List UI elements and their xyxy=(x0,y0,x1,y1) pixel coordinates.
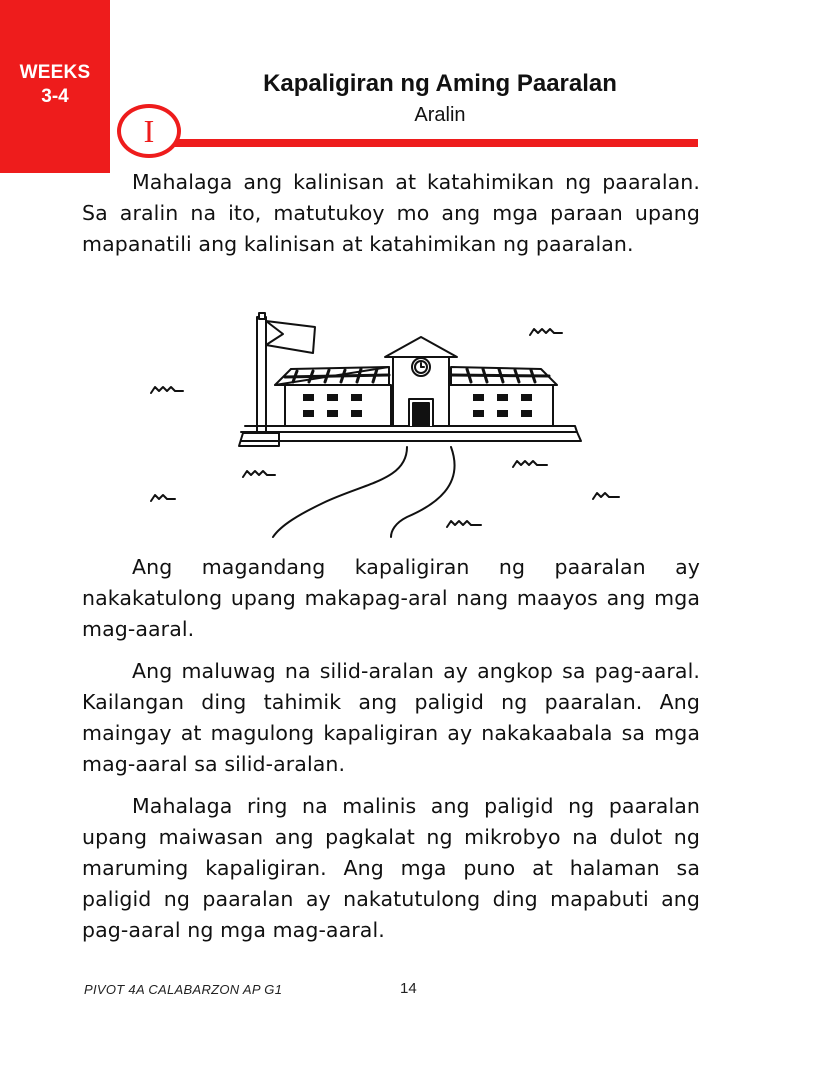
school-building-icon xyxy=(145,305,645,545)
paragraph-intro: Mahalaga ang kalinisan at katahimikan ng paaralan. Sa aralin na ito, matutukoy mo ang mga paraan upang mapanatili ang kalinisan at katahimikan ng paaralan. xyxy=(82,170,700,256)
page-title: Kapaligiran ng Aming Paaralan xyxy=(263,70,617,97)
page-number: 14 xyxy=(400,980,417,997)
weeks-tab xyxy=(0,0,110,173)
page-subtitle: Aralin xyxy=(414,104,466,126)
title-underline-bar xyxy=(170,139,698,147)
paragraph-classroom: Ang maluwag na silid-aralan ay angkop sa pag-aaral. Kailangan ding tahimik ang paligid ng paaralan. Ang maingay at magulong kapaligiran ay nakakaabala sa mga mag-aaral sa silid-aralan. xyxy=(82,659,700,776)
paragraph-environment: Ang magandang kapaligiran ng paaralan ay nakakatulong upang makapag-aral nang maayos ang mga mag-aaral. xyxy=(82,555,700,641)
footer-source: PIVOT 4A CALABARZON AP G1 xyxy=(84,982,283,997)
section-marker xyxy=(117,104,181,158)
weeks-range: 3-4 xyxy=(41,86,69,107)
section-marker-label: I xyxy=(121,108,177,154)
paragraph-cleanliness: Mahalaga ring na malinis ang paligid ng paaralan upang maiwasan ang pagkalat ng mikrobyo na dulot ng maruming kapaligiran. Ang mga puno at halaman sa paligid ng paaralan ay nakatutulong ding mapabuti ang pag-aaral ng mga mag-aaral. xyxy=(82,794,700,942)
weeks-label: WEEKS xyxy=(19,62,91,83)
